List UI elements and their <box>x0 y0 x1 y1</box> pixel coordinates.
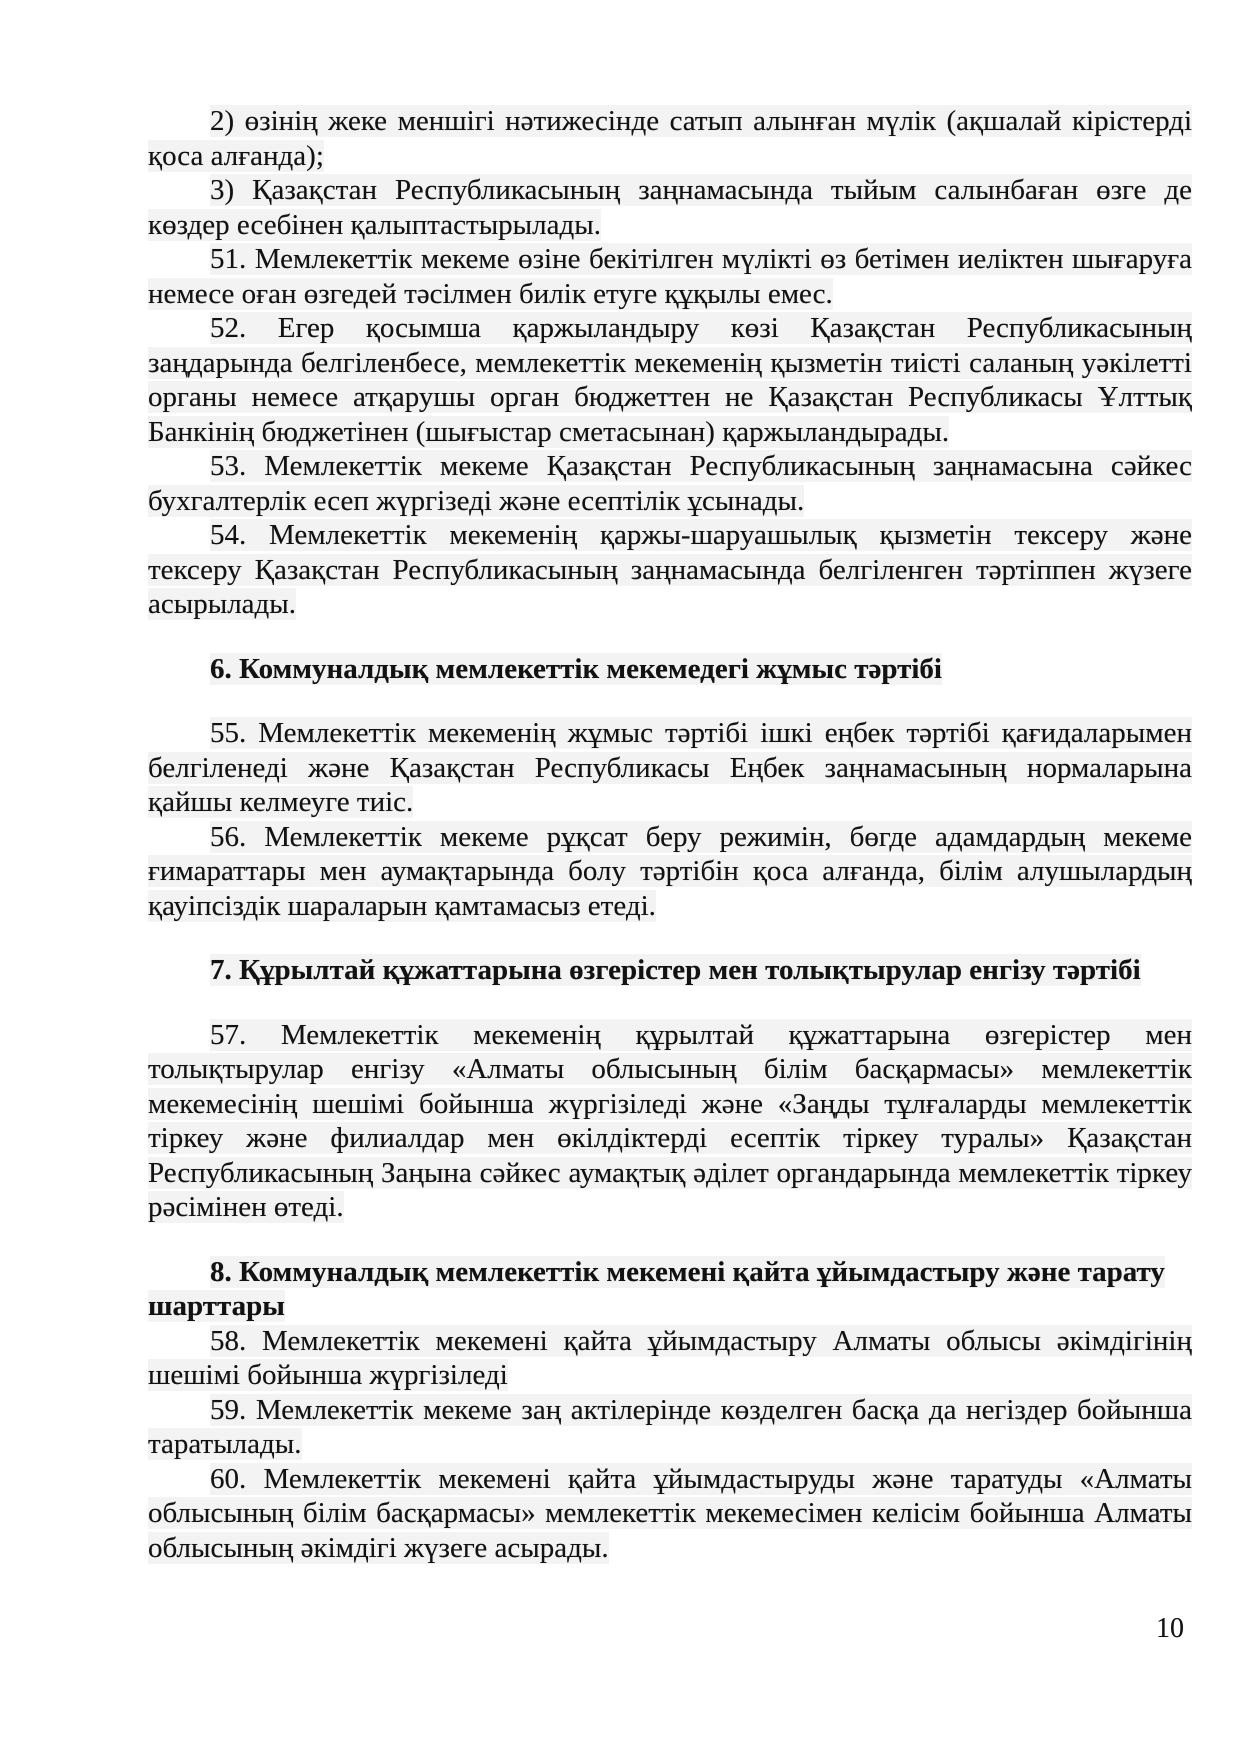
paragraph-subpoint-3-text: 3) Қазақстан Республикасының заңнамасында тыйым салынбаған өзге де көздер есебінен қалыптастырылады. <box>148 174 1192 241</box>
paragraph-59-text: 59. Мемлекеттік мекеме заң актілерінде көзделген басқа да негіздер бойынша таратылады. <box>148 1393 1192 1460</box>
paragraph-55 <box>148 716 1192 820</box>
paragraph-57 <box>148 1018 1192 1225</box>
paragraph-51 <box>148 242 1192 311</box>
paragraph-56 <box>148 820 1192 924</box>
section-heading-6-text: 6. Коммуналдық мемлекеттік мекемедегі жұмыс тәртібі <box>210 652 942 685</box>
section-heading-8 <box>148 1255 1192 1324</box>
paragraph-subpoint-2-text: 2) өзінің жеке меншігі нәтижесінде сатып алынған мүлік (ақшалай кірістерді қоса алғанда); <box>148 105 1192 172</box>
paragraph-58-text: 58. Мемлекеттік мекемені қайта ұйымдастыру Алматы облысы әкімдігінің шешімі бойынша жүргізіледі <box>148 1324 1192 1391</box>
paragraph-58 <box>148 1324 1192 1393</box>
paragraph-60 <box>148 1462 1192 1566</box>
document-body <box>148 104 1192 1565</box>
paragraph-54 <box>148 518 1192 622</box>
paragraph-54-text: 54. Мемлекеттік мекеменің қаржы-шаруашылық қызметін тексеру және тексеру Қазақстан Республикасының заңнамасында белгіленген тәртіппен жүзеге асырылады. <box>148 519 1192 620</box>
paragraph-55-text: 55. Мемлекеттік мекеменің жұмыс тәртібі ішкі еңбек тәртібі қағидаларымен белгіленеді және Қазақстан Республикасы Еңбек заңнамасының нормаларына қайшы келмеуге тиіс. <box>148 717 1192 818</box>
section-heading-6 <box>148 652 1192 687</box>
paragraph-subpoint-3 <box>148 173 1192 242</box>
paragraph-53-text: 53. Мемлекеттік мекеме Қазақстан Республикасының заңнамасына сәйкес бухгалтерлік есеп жүргізеді және есептілік ұсынады. <box>148 450 1192 517</box>
section-heading-7 <box>148 953 1192 988</box>
paragraph-60-text: 60. Мемлекеттік мекемені қайта ұйымдастыруды және таратуды «Алматы облысының білім басқармасы» мемлекеттік мекемесімен келісім бойынша Алматы облысының әкімдігі жүзеге асырады. <box>148 1462 1192 1564</box>
page-number: 10 <box>1156 1613 1184 1644</box>
paragraph-51-text: 51. Мемлекеттік мекеме өзіне бекітілген мүлікті өз бетімен иеліктен шығаруға немесе оған өзгедей тәсілмен билік етуге құқылы емес. <box>148 243 1192 310</box>
paragraph-52-text: 52. Егер қосымша қаржыландыру көзі Қазақстан Республикасының заңдарында белгіленбесе, мемлекеттік мекеменің қызметін тиісті саланың уәкілетті органы немесе атқарушы орган бюджеттен не Қазақстан Республикасы Ұлттық Банкінің бюджетінен (шығыстар сметасынан) қаржыландырады. <box>148 312 1192 448</box>
paragraph-59 <box>148 1393 1192 1462</box>
section-heading-8-text: 8. Коммуналдық мемлекеттік мекемені қайта ұйымдастыру және тарату шарттары <box>148 1255 1165 1322</box>
section-heading-7-text: 7. Құрылтай құжаттарына өзгерістер мен толықтырулар енгізу тәртібі <box>210 954 1141 986</box>
paragraph-subpoint-2 <box>148 104 1192 173</box>
paragraph-53 <box>148 449 1192 518</box>
paragraph-52 <box>148 311 1192 449</box>
paragraph-56-text: 56. Мемлекеттік мекеме рұқсат беру режимін, бөгде адамдардың мекеме ғимараттары мен аумақтарында болу тәртібін қоса алғанда, білім алушылардың қауіпсіздік шараларын қамтамасыз етеді. <box>148 820 1192 922</box>
paragraph-57-text: 57. Мемлекеттік мекеменің құрылтай құжаттарына өзгерістер мен толықтырулар енгізу «Алматы облысының білім басқармасы» мемлекеттік мекемесінің шешімі бойынша жүргізіледі және «Заңды тұлғаларды мемлекеттік тіркеу және филиалдар мен өкілдіктерді есептік тіркеу туралы» Қазақстан Республикасының Заңына сәйкес аумақтық әділет органдарында мемлекеттік тіркеу рәсімінен өтеді. <box>148 1018 1192 1223</box>
